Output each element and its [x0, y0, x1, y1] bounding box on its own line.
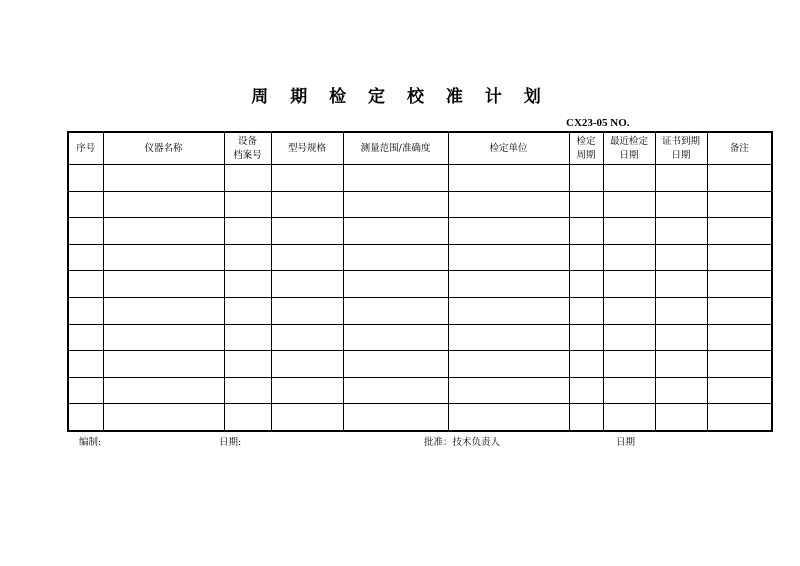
cell-equipment-file-no[interactable]: [224, 271, 271, 298]
cell-instrument-name[interactable]: [103, 377, 224, 404]
header-calibration-period-line2: 周期: [576, 149, 596, 161]
cell-seq[interactable]: [68, 351, 103, 378]
cell-instrument-name[interactable]: [103, 297, 224, 324]
cell-range-accuracy[interactable]: [343, 218, 448, 245]
cell-certificate-expiry-date[interactable]: [655, 271, 707, 298]
cell-equipment-file-no[interactable]: [224, 404, 271, 431]
cell-seq[interactable]: [68, 191, 103, 218]
cell-model-spec[interactable]: [271, 297, 343, 324]
header-certificate-expiry-date-line2: 日期: [671, 149, 691, 161]
document-title: 周 期 检 定 校 准 计 划: [251, 87, 549, 107]
cell-calibration-unit[interactable]: [448, 165, 569, 192]
approved-by-label: 批准：技术负责人: [424, 437, 501, 448]
cell-model-spec[interactable]: [271, 404, 343, 431]
header-equipment-file-no-line1: 设备: [237, 135, 257, 147]
cell-calibration-unit[interactable]: [448, 324, 569, 351]
header-remarks-label: 备注: [729, 142, 749, 154]
table-row: [68, 218, 772, 245]
cell-seq[interactable]: [68, 324, 103, 351]
cell-range-accuracy[interactable]: [343, 165, 448, 192]
cell-remarks[interactable]: [707, 377, 772, 404]
header-last-calibration-date-line1: 最近检定: [609, 135, 648, 147]
header-range-accuracy: [343, 132, 448, 165]
cell-instrument-name[interactable]: [103, 218, 224, 245]
cell-equipment-file-no[interactable]: [224, 377, 271, 404]
header-calibration-period-line1: 检定: [576, 135, 596, 147]
table-row: [68, 191, 772, 218]
cell-equipment-file-no[interactable]: [224, 297, 271, 324]
header-seq-label: 序号: [76, 142, 96, 154]
cell-calibration-unit[interactable]: [448, 191, 569, 218]
header-instrument-name-label: 仪器名称: [144, 142, 183, 154]
header-remarks: [707, 132, 772, 165]
cell-calibration-unit[interactable]: [448, 271, 569, 298]
table-row: [68, 324, 772, 351]
cell-remarks[interactable]: [707, 271, 772, 298]
cell-calibration-period[interactable]: [569, 404, 603, 431]
cell-model-spec[interactable]: [271, 324, 343, 351]
cell-calibration-period[interactable]: [569, 191, 603, 218]
table-row: [68, 351, 772, 378]
cell-calibration-unit[interactable]: [448, 297, 569, 324]
cell-instrument-name[interactable]: [103, 351, 224, 378]
cell-certificate-expiry-date[interactable]: [655, 165, 707, 192]
table-row: [68, 297, 772, 324]
header-certificate-expiry-date-line1: 证书到期: [661, 135, 700, 147]
cell-range-accuracy[interactable]: [343, 297, 448, 324]
table-row: [68, 271, 772, 298]
cell-calibration-period[interactable]: [569, 218, 603, 245]
table-row: [68, 244, 772, 271]
cell-calibration-unit[interactable]: [448, 244, 569, 271]
cell-range-accuracy[interactable]: [343, 191, 448, 218]
cell-model-spec[interactable]: [271, 271, 343, 298]
cell-seq[interactable]: [68, 165, 103, 192]
cell-seq[interactable]: [68, 271, 103, 298]
cell-certificate-expiry-date[interactable]: [655, 218, 707, 245]
cell-remarks[interactable]: [707, 324, 772, 351]
cell-equipment-file-no[interactable]: [224, 244, 271, 271]
cell-instrument-name[interactable]: [103, 191, 224, 218]
cell-remarks[interactable]: [707, 218, 772, 245]
cell-model-spec[interactable]: [271, 244, 343, 271]
cell-certificate-expiry-date[interactable]: [655, 377, 707, 404]
cell-remarks[interactable]: [707, 404, 772, 431]
cell-instrument-name[interactable]: [103, 244, 224, 271]
cell-equipment-file-no[interactable]: [224, 165, 271, 192]
cell-calibration-period[interactable]: [569, 271, 603, 298]
approval-date-label: 日期: [616, 437, 636, 448]
cell-model-spec[interactable]: [271, 351, 343, 378]
cell-last-calibration-date[interactable]: [603, 218, 655, 245]
cell-range-accuracy[interactable]: [343, 377, 448, 404]
cell-calibration-unit[interactable]: [448, 377, 569, 404]
cell-equipment-file-no[interactable]: [224, 351, 271, 378]
header-seq: [68, 132, 103, 165]
cell-remarks[interactable]: [707, 191, 772, 218]
cell-model-spec[interactable]: [271, 191, 343, 218]
header-calibration-unit-label: 检定单位: [489, 142, 528, 154]
table-row: [68, 404, 772, 431]
cell-remarks[interactable]: [707, 165, 772, 192]
cell-instrument-name[interactable]: [103, 404, 224, 431]
header-instrument-name: [103, 132, 224, 165]
cell-model-spec[interactable]: [271, 218, 343, 245]
cell-equipment-file-no[interactable]: [224, 218, 271, 245]
cell-last-calibration-date[interactable]: [603, 165, 655, 192]
header-last-calibration-date-line2: 日期: [619, 149, 639, 161]
prepared-by-label: 编制:: [79, 437, 102, 448]
header-certificate-expiry-date: [655, 132, 707, 165]
cell-seq[interactable]: [68, 218, 103, 245]
cell-instrument-name[interactable]: [103, 271, 224, 298]
cell-certificate-expiry-date[interactable]: [655, 244, 707, 271]
table-body: [68, 165, 772, 431]
cell-instrument-name[interactable]: [103, 165, 224, 192]
cell-equipment-file-no[interactable]: [224, 191, 271, 218]
cell-range-accuracy[interactable]: [343, 271, 448, 298]
cell-certificate-expiry-date[interactable]: [655, 297, 707, 324]
header-equipment-file-no: [224, 132, 271, 165]
cell-instrument-name[interactable]: [103, 324, 224, 351]
cell-last-calibration-date[interactable]: [603, 297, 655, 324]
cell-range-accuracy[interactable]: [343, 404, 448, 431]
cell-last-calibration-date[interactable]: [603, 377, 655, 404]
cell-calibration-period[interactable]: [569, 351, 603, 378]
cell-calibration-period[interactable]: [569, 244, 603, 271]
cell-range-accuracy[interactable]: [343, 244, 448, 271]
cell-range-accuracy[interactable]: [343, 324, 448, 351]
cell-calibration-period[interactable]: [569, 297, 603, 324]
cell-calibration-unit[interactable]: [448, 351, 569, 378]
cell-last-calibration-date[interactable]: [603, 244, 655, 271]
cell-seq[interactable]: [68, 377, 103, 404]
table-header-row: [68, 132, 772, 165]
header-model-spec: [271, 132, 343, 165]
cell-remarks[interactable]: [707, 244, 772, 271]
cell-certificate-expiry-date[interactable]: [655, 351, 707, 378]
document-number: CX23-05 NO.: [566, 117, 630, 129]
header-range-accuracy-label: 测量范围/准确度: [360, 142, 431, 154]
cell-calibration-unit[interactable]: [448, 218, 569, 245]
header-calibration-period: [569, 132, 603, 165]
calibration-plan-table: [67, 131, 773, 432]
cell-model-spec[interactable]: [271, 165, 343, 192]
cell-seq[interactable]: [68, 244, 103, 271]
cell-remarks[interactable]: [707, 351, 772, 378]
cell-remarks[interactable]: [707, 297, 772, 324]
cell-seq[interactable]: [68, 297, 103, 324]
cell-calibration-period[interactable]: [569, 324, 603, 351]
cell-model-spec[interactable]: [271, 377, 343, 404]
header-calibration-unit: [448, 132, 569, 165]
cell-last-calibration-date[interactable]: [603, 271, 655, 298]
cell-last-calibration-date[interactable]: [603, 351, 655, 378]
table-row: [68, 377, 772, 404]
table-row: [68, 165, 772, 192]
cell-certificate-expiry-date[interactable]: [655, 191, 707, 218]
cell-seq[interactable]: [68, 404, 103, 431]
header-model-spec-label: 型号规格: [287, 142, 326, 154]
cell-calibration-period[interactable]: [569, 377, 603, 404]
cell-last-calibration-date[interactable]: [603, 191, 655, 218]
cell-certificate-expiry-date[interactable]: [655, 324, 707, 351]
cell-last-calibration-date[interactable]: [603, 404, 655, 431]
cell-calibration-period[interactable]: [569, 165, 603, 192]
header-equipment-file-no-line2: 档案号: [233, 149, 262, 161]
cell-certificate-expiry-date[interactable]: [655, 404, 707, 431]
header-last-calibration-date: [603, 132, 655, 165]
cell-equipment-file-no[interactable]: [224, 324, 271, 351]
cell-range-accuracy[interactable]: [343, 351, 448, 378]
prepared-date-label: 日期:: [219, 437, 242, 448]
cell-last-calibration-date[interactable]: [603, 324, 655, 351]
cell-calibration-unit[interactable]: [448, 404, 569, 431]
